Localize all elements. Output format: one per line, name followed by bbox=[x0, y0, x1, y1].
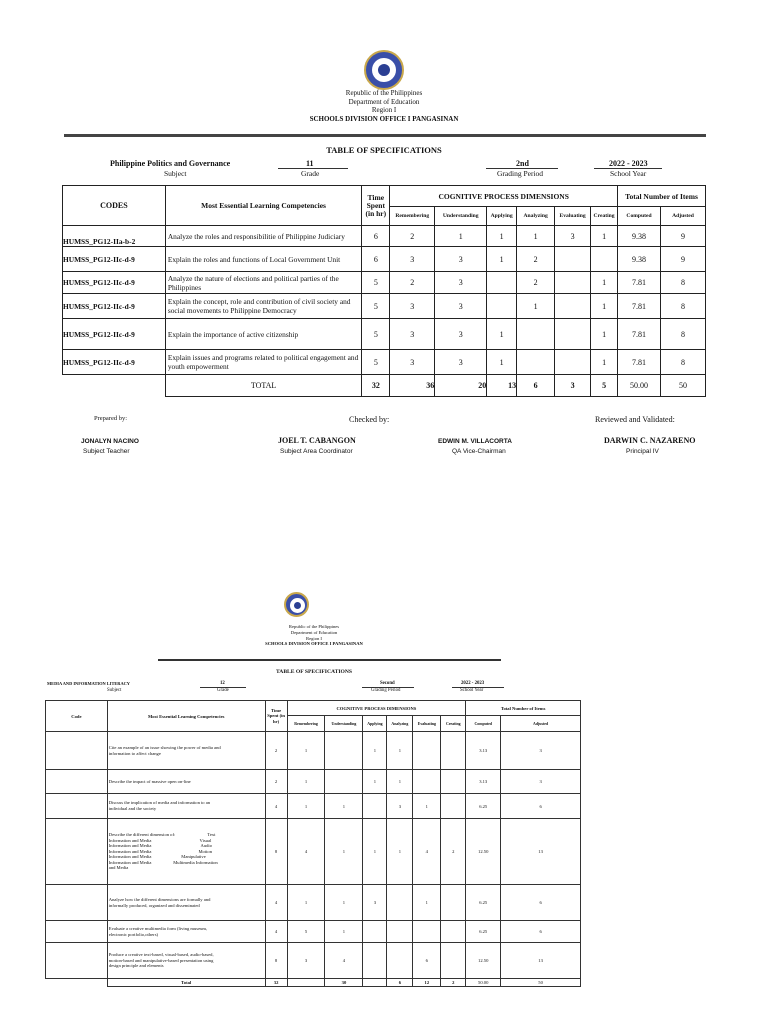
grade-label: Grade bbox=[301, 169, 320, 178]
total-cell bbox=[287, 979, 325, 987]
code-cell bbox=[46, 794, 108, 819]
total-time: 32 bbox=[265, 979, 287, 987]
cell bbox=[487, 272, 517, 294]
cell: 1 bbox=[287, 794, 325, 819]
cell bbox=[555, 294, 591, 319]
code-cell: HUMSS_PG12-IIc-d-9 bbox=[63, 319, 166, 350]
year-value: 2022 - 2023 bbox=[609, 159, 648, 168]
cell: 8 bbox=[660, 350, 705, 375]
competency-cell: Explain the concept, role and contribution of civil society and social movements to Philippine Democracy bbox=[165, 294, 362, 319]
cell bbox=[555, 247, 591, 272]
cell: 2 bbox=[441, 819, 466, 885]
cell: 6 bbox=[501, 885, 581, 921]
competency-cell: Explain the importance of active citizenship bbox=[165, 319, 362, 350]
cell: 2 bbox=[517, 272, 555, 294]
col-evaluating: Evaluating bbox=[555, 207, 591, 226]
cell: 1 bbox=[325, 885, 363, 921]
cell: 1 bbox=[287, 732, 325, 770]
header-2 bbox=[214, 624, 414, 647]
doc-title-2: TABLE OF SPECIFICATIONS bbox=[275, 669, 353, 675]
cell: 1 bbox=[387, 770, 413, 794]
cell: 2 bbox=[390, 226, 435, 247]
time-cell: 4 bbox=[265, 885, 287, 921]
col-computed: Computed bbox=[618, 207, 661, 226]
code-cell bbox=[46, 732, 108, 770]
cell: 1 bbox=[591, 350, 618, 375]
cell: 5 bbox=[287, 921, 325, 943]
period-value: 2nd bbox=[516, 159, 529, 168]
col-adjusted: Adjusted bbox=[501, 716, 581, 732]
total-cell: 2 bbox=[441, 979, 466, 987]
cell: 6.25 bbox=[466, 921, 501, 943]
total-time: 32 bbox=[362, 375, 390, 397]
col-codes: CODES bbox=[63, 186, 166, 226]
header-line: Republic of the Philippines bbox=[288, 624, 340, 629]
cell: 3.13 bbox=[466, 770, 501, 794]
subject-label: Subject bbox=[107, 688, 122, 693]
code-cell: HUMSS_PG12-IIc-d-9 bbox=[63, 272, 166, 294]
table-row bbox=[46, 885, 581, 921]
col-melc: Most Essential Learning Competencies bbox=[107, 701, 265, 732]
col-creating: Creating bbox=[441, 716, 466, 732]
cell: 3 bbox=[501, 770, 581, 794]
cell bbox=[363, 921, 387, 943]
table-row bbox=[46, 732, 581, 770]
table-row bbox=[63, 226, 706, 247]
cell bbox=[363, 794, 387, 819]
cell: 4 bbox=[413, 819, 441, 885]
blank-cell bbox=[63, 375, 166, 397]
cell: 12.50 bbox=[466, 943, 501, 979]
competency-cell: Analyze the roles and responsibilitie of Philippine Judiciary bbox=[165, 226, 362, 247]
total-label: Total bbox=[107, 979, 265, 987]
cell: 1 bbox=[363, 732, 387, 770]
cell: 2 bbox=[390, 272, 435, 294]
cell bbox=[517, 319, 555, 350]
total-cell: 13 bbox=[487, 375, 517, 397]
time-cell: 8 bbox=[265, 819, 287, 885]
cell bbox=[555, 350, 591, 375]
header-office: SCHOOLS DIVISION OFFICE I PANGASINAN bbox=[265, 641, 363, 647]
col-understanding: Understanding bbox=[325, 716, 363, 732]
header-rule-2 bbox=[158, 659, 501, 661]
cell: 3 bbox=[287, 943, 325, 979]
tos-table-2 bbox=[45, 700, 581, 987]
period-value: Second bbox=[380, 681, 395, 686]
cell: 3.13 bbox=[466, 732, 501, 770]
signatory-role: Principal IV bbox=[626, 448, 659, 455]
signatory-role: Subject Teacher bbox=[83, 448, 130, 455]
cell: 6 bbox=[413, 943, 441, 979]
competency-cell: Explain the roles and functions of Local Government Unit bbox=[165, 247, 362, 272]
cell: 1 bbox=[435, 226, 487, 247]
cell: 3 bbox=[435, 350, 487, 375]
total-cell bbox=[363, 979, 387, 987]
total-cell: 50.00 bbox=[466, 979, 501, 987]
cell: 1 bbox=[487, 319, 517, 350]
cell: 3 bbox=[390, 247, 435, 272]
checked-by-label: Checked by: bbox=[349, 415, 390, 424]
signatory-name: JOEL T. CABANGON bbox=[278, 436, 356, 445]
header-line: Region I bbox=[371, 106, 397, 114]
year-value: 2022 - 2023 bbox=[461, 681, 485, 686]
col-time: Time Spent (in hr) bbox=[362, 186, 390, 226]
cell: 1 bbox=[325, 921, 363, 943]
cell: 2 bbox=[517, 247, 555, 272]
total-cell: 20 bbox=[435, 375, 487, 397]
code-cell bbox=[46, 921, 108, 943]
table-row bbox=[63, 294, 706, 319]
competency-cell: Discuss the implication of media and information to an individual and the society bbox=[107, 794, 265, 819]
cell: 7.81 bbox=[618, 319, 661, 350]
competency-cell: Cite an example of an issue showing the power of media and information to affect change bbox=[107, 732, 265, 770]
cell bbox=[387, 943, 413, 979]
cell bbox=[325, 732, 363, 770]
signatory-role: QA Vice-Chairman bbox=[452, 448, 506, 455]
col-melc: Most Essential Learning Competencies bbox=[165, 186, 362, 226]
cell: 1 bbox=[287, 770, 325, 794]
cell: 3 bbox=[390, 350, 435, 375]
cell: 1 bbox=[325, 794, 363, 819]
table-row bbox=[63, 247, 706, 272]
cell: 1 bbox=[591, 294, 618, 319]
doc-title-1: TABLE OF SPECIFICATIONS bbox=[326, 145, 442, 155]
prepared-by-label: Prepared by: bbox=[94, 415, 128, 422]
col-remembering: Remembering bbox=[287, 716, 325, 732]
table-row bbox=[46, 943, 581, 979]
cell bbox=[441, 794, 466, 819]
cell bbox=[591, 247, 618, 272]
total-cell: 3 bbox=[555, 375, 591, 397]
subject-value: Philippine Politics and Governance bbox=[110, 159, 231, 168]
cell: 8 bbox=[660, 294, 705, 319]
total-cell: 50 bbox=[501, 979, 581, 987]
header-rule-1 bbox=[64, 134, 706, 137]
competency-cell: Evaluate a creative multimedia form (living museum, electronic portfolio,others) bbox=[107, 921, 265, 943]
cell: 3 bbox=[501, 732, 581, 770]
period-label: Grading Period bbox=[497, 169, 544, 178]
time-cell: 5 bbox=[362, 319, 390, 350]
cell: 1 bbox=[363, 819, 387, 885]
cell bbox=[441, 921, 466, 943]
cell bbox=[441, 732, 466, 770]
cell bbox=[555, 272, 591, 294]
cell: 1 bbox=[413, 794, 441, 819]
cell: 3 bbox=[387, 794, 413, 819]
reviewed-by-label: Reviewed and Validated: bbox=[595, 415, 675, 424]
table-row bbox=[46, 921, 581, 943]
col-adjusted: Adjusted bbox=[660, 207, 705, 226]
cell: 1 bbox=[363, 770, 387, 794]
col-evaluating: Evaluating bbox=[413, 716, 441, 732]
table-row bbox=[63, 319, 706, 350]
time-cell: 6 bbox=[362, 226, 390, 247]
col-total-items: Total Number of Items bbox=[466, 701, 581, 716]
total-cell: 50.00 bbox=[618, 375, 661, 397]
time-cell: 8 bbox=[265, 943, 287, 979]
col-cpd: COGNITIVE PROCESS DIMENSIONS bbox=[390, 186, 618, 207]
cell bbox=[555, 319, 591, 350]
competency-cell: Analyze how the different dimensions are formally and informally produced, organized and disseminated bbox=[107, 885, 265, 921]
code-cell bbox=[46, 770, 108, 794]
cell: 1 bbox=[517, 294, 555, 319]
cell: 8 bbox=[660, 319, 705, 350]
col-cpd: COGNITIVE PROCESS DIMENSIONS bbox=[287, 701, 466, 716]
header-1 bbox=[0, 89, 768, 123]
cell: 1 bbox=[487, 350, 517, 375]
total-cell: 30 bbox=[325, 979, 363, 987]
table-row bbox=[63, 350, 706, 375]
cell: 1 bbox=[325, 819, 363, 885]
table-row bbox=[46, 770, 581, 794]
deped-seal-2 bbox=[284, 592, 309, 617]
time-cell: 5 bbox=[362, 272, 390, 294]
code-cell: HUMSS_PG12-IIc-d-9 bbox=[63, 247, 166, 272]
cell bbox=[387, 921, 413, 943]
total-row bbox=[63, 375, 706, 397]
cell: 4 bbox=[287, 819, 325, 885]
cell: 3 bbox=[555, 226, 591, 247]
cell bbox=[387, 885, 413, 921]
time-cell: 2 bbox=[265, 770, 287, 794]
cell bbox=[413, 770, 441, 794]
code-cell: HUMSS_PG12-IIc-d-9 bbox=[63, 294, 166, 319]
col-computed: Computed bbox=[466, 716, 501, 732]
competency-cell: Analyze the nature of elections and political parties of the Philippines bbox=[165, 272, 362, 294]
col-applying: Applying bbox=[487, 207, 517, 226]
year-label: School Year bbox=[610, 169, 647, 178]
code-cell: HUMSS_PG12-IIa-b-2 bbox=[63, 226, 166, 247]
signatory-name: DARWIN C. NAZARENO bbox=[604, 436, 696, 445]
col-code: Code bbox=[46, 701, 108, 732]
total-cell: 6 bbox=[387, 979, 413, 987]
cell: 8 bbox=[660, 272, 705, 294]
time-cell: 4 bbox=[265, 921, 287, 943]
col-understanding: Understanding bbox=[435, 207, 487, 226]
header-office: SCHOOLS DIVISION OFFICE I PANGASINAN bbox=[309, 114, 459, 123]
total-cell: 36 bbox=[390, 375, 435, 397]
code-cell bbox=[46, 819, 108, 885]
cell: 9.38 bbox=[618, 247, 661, 272]
cell: 9.38 bbox=[618, 226, 661, 247]
competency-cell: Explain issues and programs related to political engagement and youth empowerment bbox=[165, 350, 362, 375]
cell bbox=[413, 921, 441, 943]
header-line: Department of Education bbox=[348, 97, 420, 106]
cell: 3 bbox=[363, 885, 387, 921]
col-applying: Applying bbox=[363, 716, 387, 732]
cell: 1 bbox=[387, 732, 413, 770]
cell: 3 bbox=[390, 319, 435, 350]
col-time: Time Spent (in hr) bbox=[265, 701, 287, 732]
cell: 1 bbox=[591, 226, 618, 247]
col-total-items: Total Number of Items bbox=[618, 186, 706, 207]
grade-value: 11 bbox=[306, 159, 314, 168]
cell: 1 bbox=[287, 885, 325, 921]
header-line: Region I bbox=[306, 635, 322, 641]
cell bbox=[487, 294, 517, 319]
total-cell: 12 bbox=[413, 979, 441, 987]
subject-value: MEDIA AND INFORMATION LITERACY bbox=[47, 681, 130, 686]
grade-value: 12 bbox=[220, 681, 225, 686]
col-analyzing: Analyzing bbox=[387, 716, 413, 732]
time-cell: 2 bbox=[265, 732, 287, 770]
col-remembering: Remembering bbox=[390, 207, 435, 226]
table-row bbox=[46, 819, 581, 885]
cell bbox=[363, 943, 387, 979]
deped-seal-1 bbox=[364, 50, 404, 90]
competency-cell: Produce a creative text-based, visual-based, audio-based, motion-based and manipulative-based presentation using design principle and elements bbox=[107, 943, 265, 979]
total-cell: 6 bbox=[517, 375, 555, 397]
signatory-role: Subject Area Coordinator bbox=[280, 448, 353, 455]
total-cell: 50 bbox=[660, 375, 705, 397]
cell: 1 bbox=[487, 247, 517, 272]
code-cell: HUMSS_PG12-IIc-d-9 bbox=[63, 350, 166, 375]
competency-cell: Describe the impact of massive open on-line bbox=[107, 770, 265, 794]
col-creating: Creating bbox=[591, 207, 618, 226]
cell: 1 bbox=[387, 819, 413, 885]
cell: 6 bbox=[501, 794, 581, 819]
cell bbox=[325, 770, 363, 794]
cell: 13 bbox=[501, 819, 581, 885]
cell: 3 bbox=[435, 319, 487, 350]
cell bbox=[441, 770, 466, 794]
code-cell bbox=[46, 943, 108, 979]
time-cell: 5 bbox=[362, 294, 390, 319]
cell: 9 bbox=[660, 247, 705, 272]
cell: 3 bbox=[435, 272, 487, 294]
cell: 1 bbox=[591, 272, 618, 294]
header-line: Department of Education bbox=[290, 629, 338, 635]
cell: 6.25 bbox=[466, 885, 501, 921]
col-analyzing: Analyzing bbox=[517, 207, 555, 226]
cell bbox=[441, 885, 466, 921]
tos-table-1 bbox=[62, 185, 706, 397]
subject-label: Subject bbox=[164, 169, 187, 178]
cell: 1 bbox=[413, 885, 441, 921]
cell: 6.25 bbox=[466, 794, 501, 819]
cell: 3 bbox=[435, 294, 487, 319]
table-row bbox=[46, 794, 581, 819]
cell: 7.81 bbox=[618, 272, 661, 294]
table-row bbox=[63, 272, 706, 294]
cell: 12.50 bbox=[466, 819, 501, 885]
cell: 7.81 bbox=[618, 294, 661, 319]
total-row bbox=[46, 979, 581, 987]
cell: 13 bbox=[501, 943, 581, 979]
signatory-name: JONALYN NACINO bbox=[81, 438, 139, 445]
code-cell bbox=[46, 885, 108, 921]
cell: 3 bbox=[390, 294, 435, 319]
time-cell: 4 bbox=[265, 794, 287, 819]
cell bbox=[413, 732, 441, 770]
cell: 6 bbox=[501, 921, 581, 943]
cell bbox=[441, 943, 466, 979]
total-cell: 5 bbox=[591, 375, 618, 397]
time-cell: 5 bbox=[362, 350, 390, 375]
year-label: School Year bbox=[460, 688, 484, 693]
total-label: TOTAL bbox=[165, 375, 362, 397]
grade-label: Grade bbox=[217, 688, 229, 693]
header-line: Republic of the Philippines bbox=[345, 89, 423, 97]
cell: 7.81 bbox=[618, 350, 661, 375]
period-label: Grading Period bbox=[371, 688, 401, 693]
cell: 1 bbox=[487, 226, 517, 247]
cell: 1 bbox=[517, 226, 555, 247]
blank-cell bbox=[46, 979, 108, 987]
time-cell: 6 bbox=[362, 247, 390, 272]
signatory-name: EDWIN M. VILLACORTA bbox=[438, 438, 512, 445]
cell: 1 bbox=[591, 319, 618, 350]
cell: 4 bbox=[325, 943, 363, 979]
cell: 3 bbox=[435, 247, 487, 272]
competency-cell: Describe the different dimension of: Text Information and Media Visual Information and Media Audio Information and Media Motion Information and Media Manipulative Information and Media Multimedia Information and Media bbox=[107, 819, 265, 885]
cell: 9 bbox=[660, 226, 705, 247]
cell bbox=[517, 350, 555, 375]
